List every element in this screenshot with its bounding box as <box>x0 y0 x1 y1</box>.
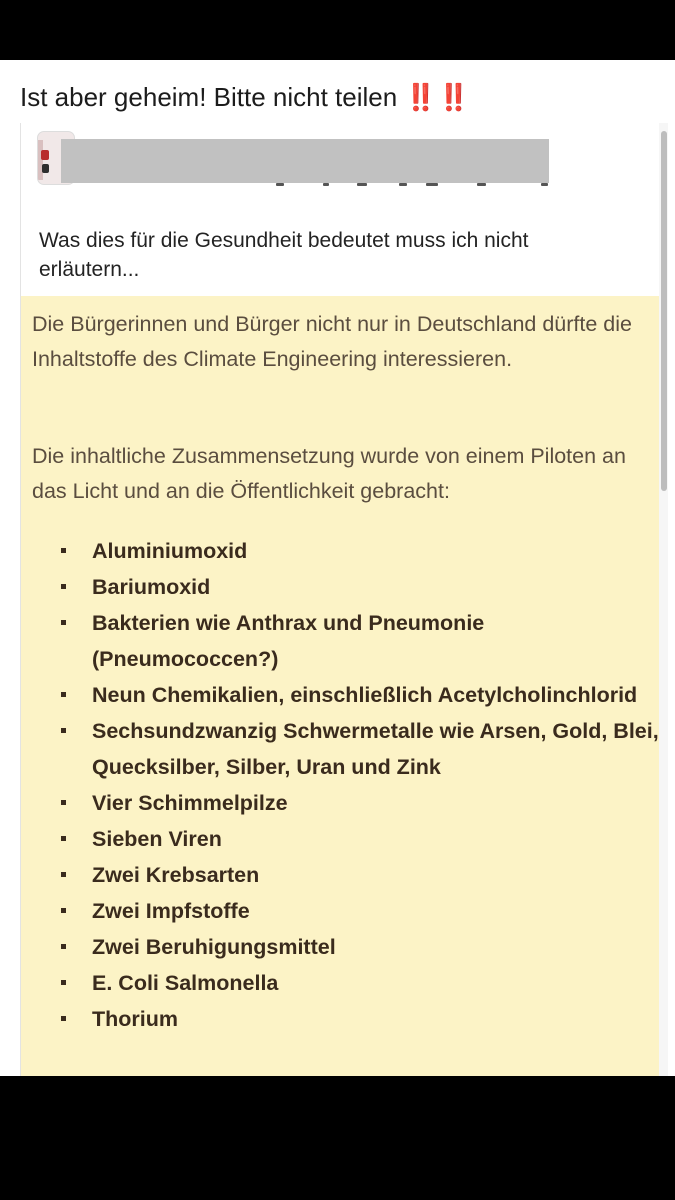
bullet-icon <box>61 872 66 877</box>
shared-screenshot <box>20 123 668 1076</box>
redacted-author-name <box>61 139 549 183</box>
bullet-icon <box>61 620 66 625</box>
bullet-icon <box>61 728 66 733</box>
bullet-icon <box>61 836 66 841</box>
post-caption <box>20 82 471 113</box>
bottom-black-bar <box>0 1076 675 1200</box>
list-item: E. Coli Salmonella <box>21 965 661 1001</box>
ingredient-list <box>21 533 661 1037</box>
list-item: Bariumoxid <box>21 569 661 605</box>
list-item: Aluminiumoxid <box>21 533 661 569</box>
post-intro-text: Was dies für die Gesundheit bedeutet muss ich nicht erläutern... <box>39 229 529 281</box>
top-black-bar <box>0 0 675 60</box>
list-item: Sechsundzwanzig Schwermetalle wie Arsen, Gold, Blei, Quecksilber, Silber, Uran und Zink <box>21 713 661 785</box>
bullet-icon <box>61 584 66 589</box>
list-item: Vier Schimmelpilze <box>21 785 661 821</box>
scrollbar-thumb[interactable] <box>661 131 667 491</box>
list-item: Zwei Impfstoffe <box>21 893 661 929</box>
list-item: Zwei Krebsarten <box>21 857 661 893</box>
list-item: Sieben Viren <box>21 821 661 857</box>
bullet-icon <box>61 908 66 913</box>
scrollbar[interactable] <box>659 123 668 1076</box>
article-paragraph-1: Die Bürgerinnen und Bürger nicht nur in Deutschland dürfte die Inhaltstoffe des Climate Engineering interessieren. <box>32 312 632 371</box>
caption-text: Ist aber geheim! Bitte nicht teilen <box>20 82 398 112</box>
bullet-icon <box>61 692 66 697</box>
article-excerpt <box>21 296 668 1076</box>
bullet-icon <box>61 980 66 985</box>
list-item: Thorium <box>21 1001 661 1037</box>
list-item: Neun Chemikalien, einschließlich Acetylcholinchlorid <box>21 677 661 713</box>
bullet-icon <box>61 1016 66 1021</box>
bullet-icon <box>61 944 66 949</box>
article-paragraph-2: Die inhaltliche Zusammensetzung wurde von einem Piloten an das Licht und an die Öffentlichkeit gebracht: <box>32 444 626 503</box>
list-item: Zwei Beruhigungsmittel <box>21 929 661 965</box>
post-card <box>0 60 675 1076</box>
bullet-icon <box>61 800 66 805</box>
list-item: Bakterien wie Anthrax und Pneumonie (Pneumococcen?) <box>21 605 661 677</box>
partially-hidden-text <box>61 181 551 191</box>
bullet-icon <box>61 548 66 553</box>
double-exclamation-icon: ‼️‼️ <box>404 82 472 112</box>
